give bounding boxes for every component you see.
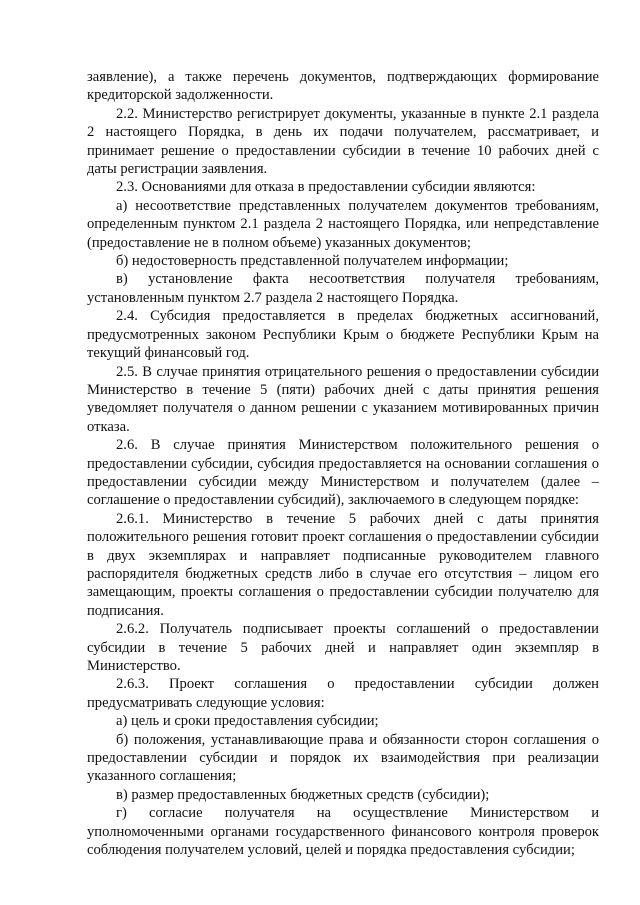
paragraph-2-3: 2.3. Основаниями для отказа в предоставлении субсидии являются: — [116, 179, 536, 196]
document-page — [87, 68, 599, 859]
paragraph-2-2: 2.2. Министерство регистрирует документы, указанные в пункте 2.1 раздела 2 настоящего Порядка, в день их подачи получателем, рассматривает, и принимает решение о предоставлении субсидии в течение 10 рабочих дней с даты регистрации заявления. — [87, 105, 599, 178]
paragraph-2-4: 2.4. Субсидия предоставляется в пределах бюджетных ассигнований, предусмотренных законом Республики Крым о бюджете Республики Крым на текущий финансовый год. — [87, 308, 599, 362]
paragraph-2-6: 2.6. В случае принятия Министерством положительного решения о предоставлении субсидии, субсидия предоставляется на основании соглашения о предоставлении субсидии между Министерством и получателем (далее – соглашение о предоставлении субсидий), заключаемого в следующем порядке: — [87, 437, 599, 509]
paragraph-2-6-1: 2.6.1. Министерство в течение 5 рабочих дней с даты принятия положительного решения готовит проект соглашения о предоставлении субсидии в двух экземплярах и направляет подписанные руководителем главного распорядителя бюджетных средств либо в случае его отсутствия – лицом его замещающим, проекты соглашения о предоставлении субсидии получателю для подписания. — [87, 510, 599, 619]
paragraph-continuation: заявление), а также перечень документов, подтверждающих формирование кредиторской задолженности. — [87, 69, 599, 104]
paragraph-2-3-b: б) недостоверность представленной получателем информации; — [116, 253, 509, 270]
paragraph-2-5: 2.5. В случае принятия отрицательного решения о предоставлении субсидии Министерство в течение 5 (пяти) рабочих дней с даты принятия решения уведомляет получателя о данном решении с указанием мотивированных причин отказа. — [87, 363, 599, 435]
paragraph-2-6-3-g: г) согласие получателя на осуществление Министерством и уполномоченными органами государственного финансового контроля проверок соблюдения получателем условий, целей и порядка предоставления субсидии; — [87, 805, 599, 859]
paragraph-2-6-3: 2.6.3. Проект соглашения о предоставлении субсидии должен предусматривать следующие условия: — [87, 676, 599, 711]
paragraph-2-3-v: в) установление факта несоответствия получателя требованиям, установленным пунктом 2.7 раздела 2 настоящего Порядка. — [87, 271, 599, 306]
paragraph-2-6-3-a: а) цель и сроки предоставления субсидии; — [116, 713, 379, 730]
paragraph-2-3-a: а) несоответствие представленных получателем документов требованиям, определенным пунктом 2.1 раздела 2 настоящего Порядка, или непредставление (предоставление не в полном объеме) указанных документов; — [87, 197, 599, 251]
paragraph-2-6-2: 2.6.2. Получатель подписывает проекты соглашений о предоставлении субсидии в течение 5 рабочих дней и направляет один экземпляр в Министерство. — [87, 621, 599, 674]
paragraph-2-6-3-b: б) положения, устанавливающие права и обязанности сторон соглашения о предоставлении субсидии и порядок их взаимодействия при реализации указанного соглашения; — [87, 731, 599, 785]
paragraph-2-6-3-v: в) размер предоставленных бюджетных средств (субсидии); — [116, 786, 490, 803]
